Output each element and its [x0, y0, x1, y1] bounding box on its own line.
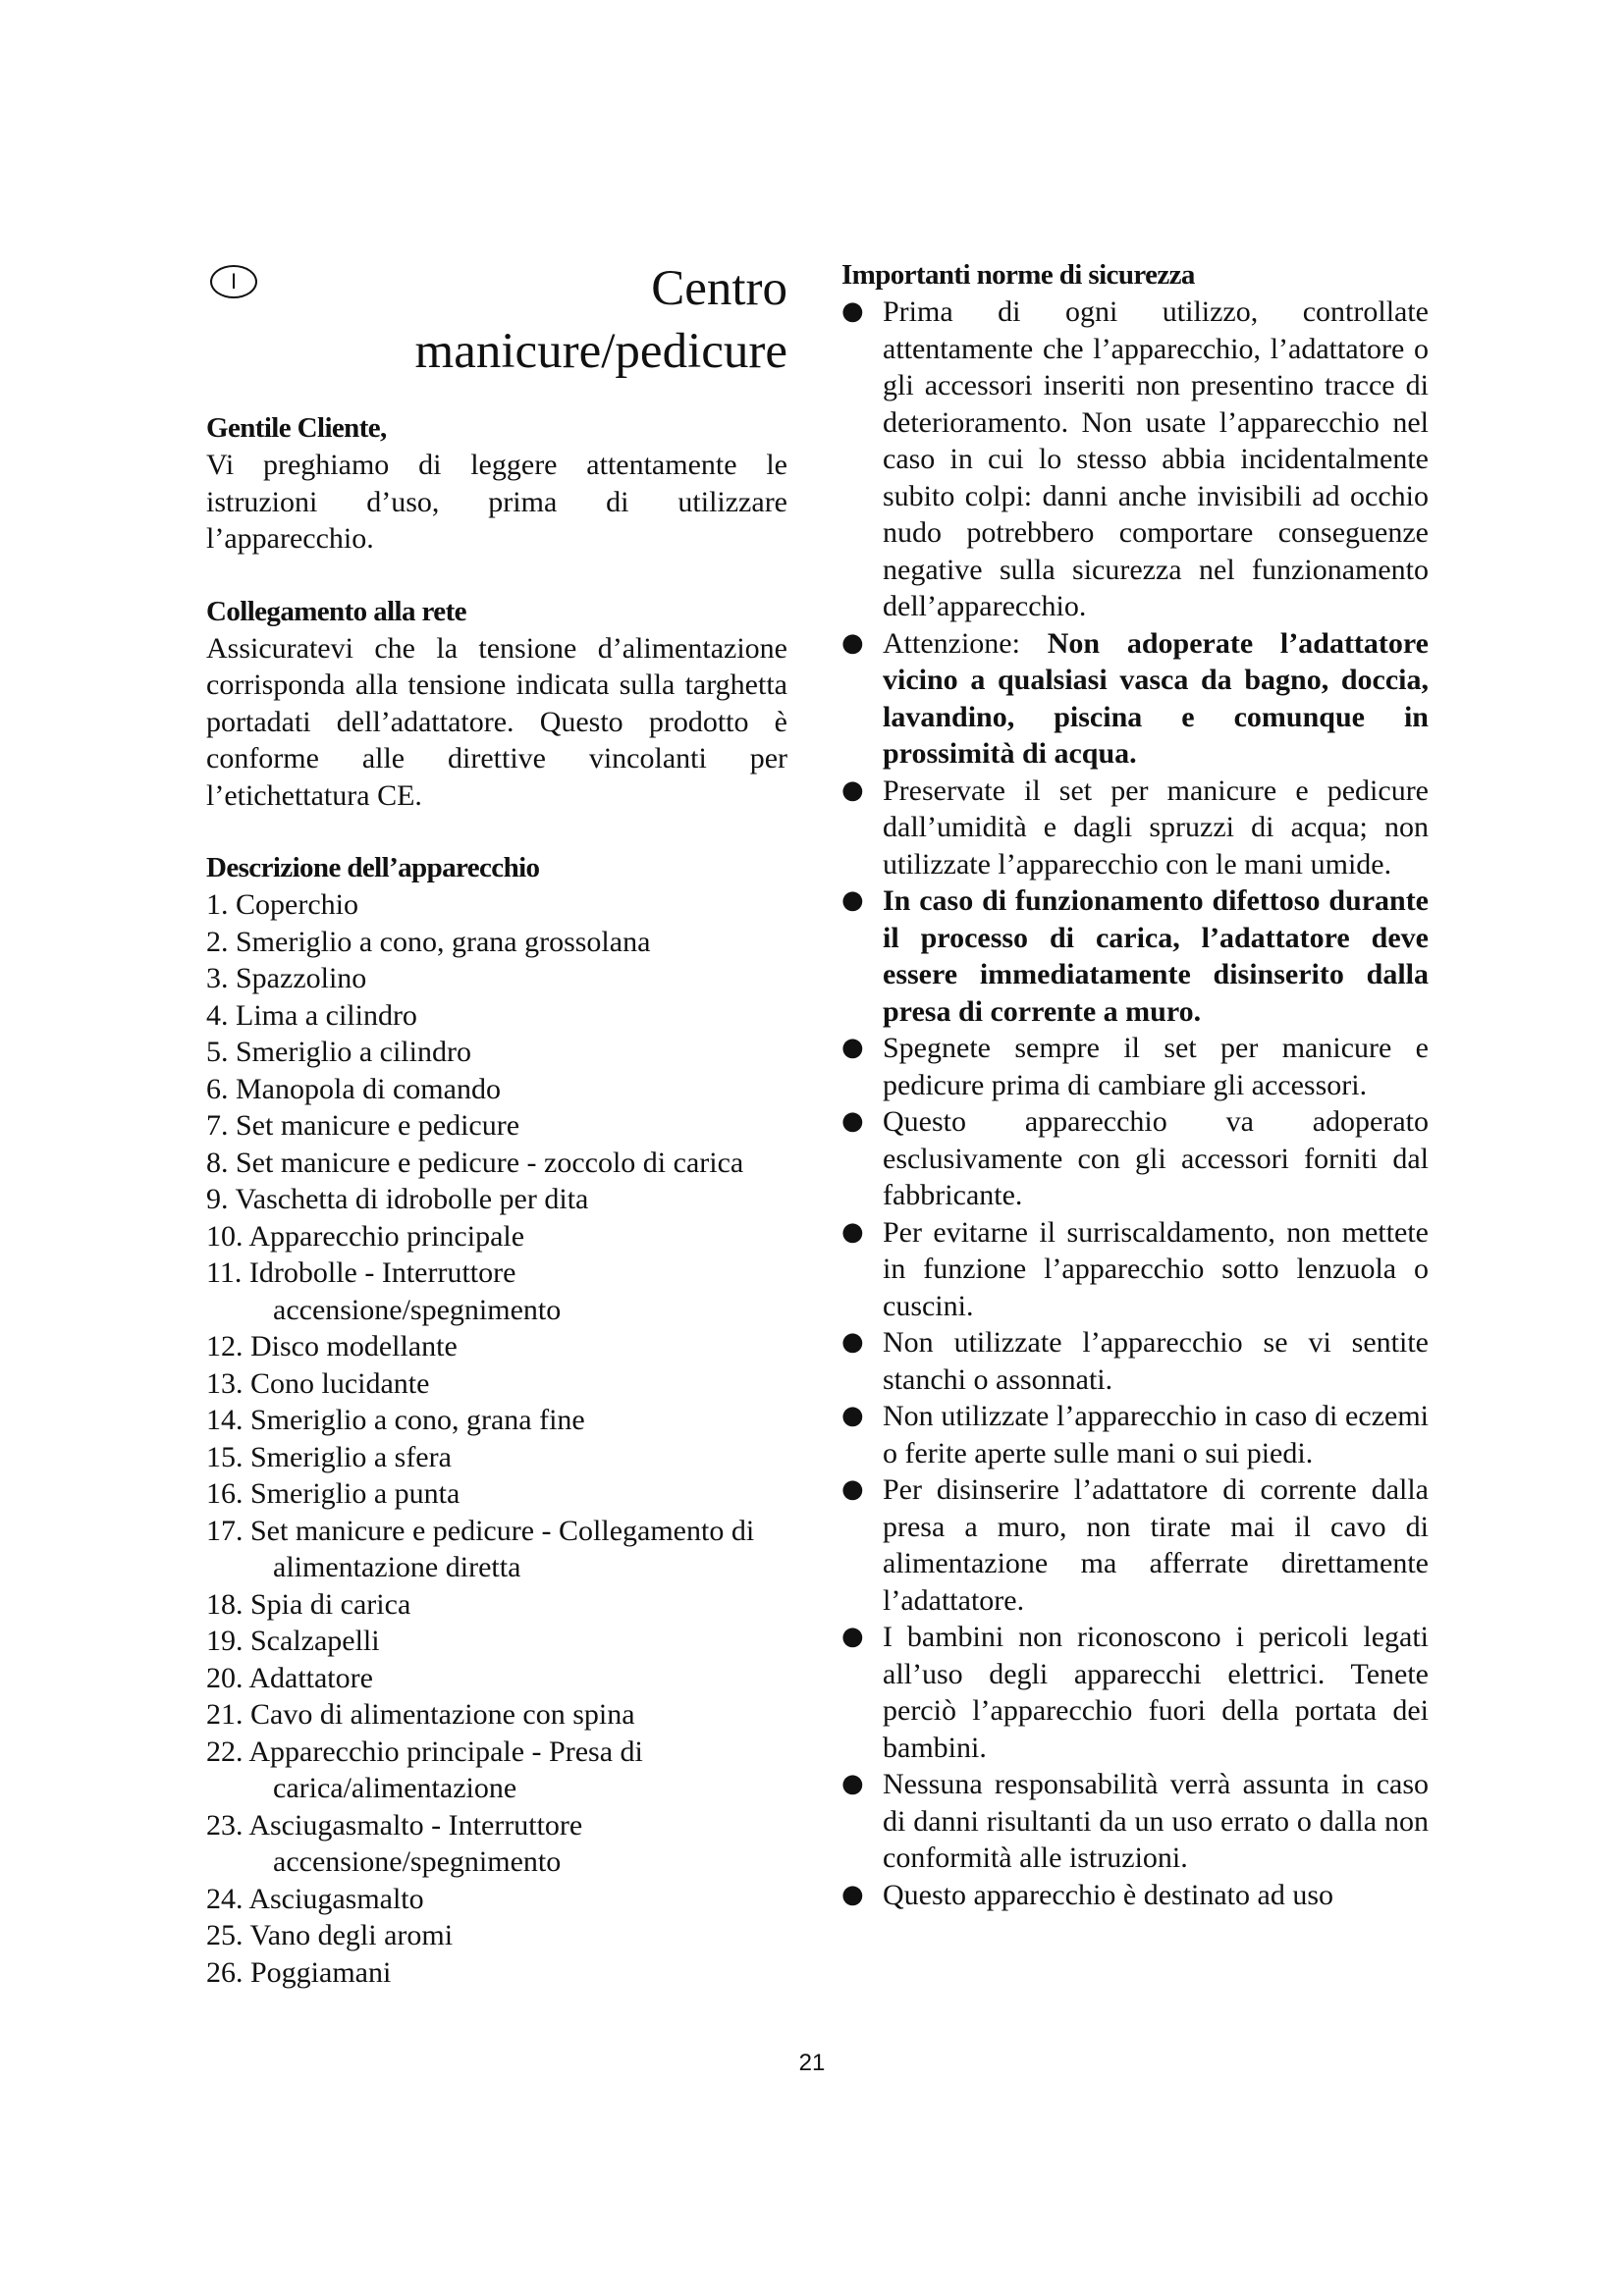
bullet-icon: ● — [841, 1474, 864, 1504]
list-item: 8. Set manicure e pedicure - zoccolo di carica — [206, 1146, 744, 1179]
rule-text: Attenzione: — [883, 626, 1048, 660]
rule-text: Preservate il set per manicure e pedicure dall’umidità e dagli spruzzi di acqua; non utilizzate l’apparecchio con le mani umide. — [883, 774, 1429, 881]
safety-heading: Importanti norme di sicurezza — [841, 259, 1195, 291]
bullet-icon: ● — [841, 885, 864, 915]
rule-text: I bambini non riconoscono i pericoli legati all’uso degli apparecchi elettrici. Tenete perciò l’apparecchio fuori della portata dei bambini. — [883, 1621, 1429, 1764]
bullet-icon: ● — [841, 296, 864, 326]
list-item: 19. Scalzapelli — [206, 1625, 380, 1657]
safety-rule — [841, 1766, 1429, 1877]
rule-text: Per evitarne il surriscaldamento, non mettete in funzione l’apparecchio sotto lenzuola o cuscini. — [883, 1215, 1429, 1322]
rule-bold-text: Non adoperate l’adattatore vicino a qualsiasi vasca da bagno, doccia, lavandino, piscina e comunque in prossimità di acqua. — [883, 626, 1430, 770]
rule-text: Nessuna responsabilità verrà assunta in caso di danni risultanti da un uso errato o dalla non conformità alle istruzioni. — [883, 1768, 1429, 1874]
list-item: 21. Cavo di alimentazione con spina — [206, 1698, 635, 1731]
list-item: 2. Smeriglio a cono, grana grossolana — [206, 925, 651, 958]
list-item: 10. Apparecchio principale — [206, 1219, 525, 1253]
safety-rule — [841, 882, 1429, 1030]
connection-text: Assicuratevi che la tensione d’alimentazione corrisponda alla tensione indicata sulla targhetta portadati dell’adattatore. Questo prodotto è conforme alle direttive vincolanti per l’etichettatura CE. — [206, 631, 787, 812]
safety-rule — [841, 1398, 1429, 1471]
safety-rule — [841, 1103, 1429, 1214]
list-item: 15. Smeriglio a sfera — [206, 1440, 452, 1473]
safety-rule — [841, 294, 1429, 625]
safety-rule — [841, 1324, 1429, 1398]
list-item: 26. Poggiamani — [206, 1955, 392, 1989]
safety-rule — [841, 773, 1429, 883]
rule-text: Per disinserire l’adattatore di corrente dalla presa a muro, non tirate mai il cavo di alimentazione ma afferrate direttamente l’adattatore. — [883, 1473, 1429, 1617]
bullet-icon: ● — [841, 774, 864, 805]
rule-text: Non utilizzate l’apparecchio in caso di eczemi o ferite aperte sulle mani o sui piedi. — [883, 1400, 1429, 1469]
list-item: 7. Set manicure e pedicure — [206, 1109, 520, 1142]
safety-rules-list — [841, 294, 1429, 1913]
list-item: 6. Manopola di comando — [206, 1072, 501, 1105]
bullet-icon: ● — [841, 1106, 864, 1136]
greeting-heading: Gentile Cliente, — [206, 412, 387, 444]
list-item: 14. Smeriglio a cono, grana fine — [206, 1404, 585, 1436]
list-item: 25. Vano degli aromi — [206, 1919, 454, 1951]
title-line-2: manicure/pedicure — [414, 324, 787, 379]
bullet-icon: ● — [841, 1033, 864, 1062]
bullet-icon: ● — [841, 1769, 864, 1798]
list-item: 16. Smeriglio a punta — [206, 1477, 460, 1510]
description-heading: Descrizione dell’apparecchio — [206, 852, 540, 883]
safety-rule — [841, 625, 1429, 773]
list-item: 18. Spia di carica — [206, 1587, 411, 1621]
right-column — [841, 257, 1429, 1913]
bullet-icon: ● — [841, 1401, 864, 1430]
rule-bold-text: In caso di funzionamento difettoso durante il processo di carica, l’adattatore deve essere immediatamente disinserito dalla presa di corrente a muro. — [883, 884, 1429, 1028]
list-item: 12. Disco modellante — [206, 1330, 458, 1362]
safety-rule — [841, 1619, 1429, 1766]
list-item: 3. Spazzolino — [206, 962, 367, 994]
rule-text: Spegnete sempre il set per manicure e pedicure prima di cambiare gli accessori. — [883, 1032, 1429, 1101]
list-item: 9. Vaschetta di idrobolle per dita — [206, 1183, 589, 1215]
rule-text: Non utilizzate l’apparecchio se vi sentite stanchi o assonnati. — [883, 1326, 1429, 1396]
list-item: 20. Adattatore — [206, 1661, 373, 1694]
greeting-text: Vi preghiamo di leggere attentamente le istruzioni d’uso, prima di utilizzare l’apparecchio. — [206, 449, 787, 555]
safety-rule — [841, 1030, 1429, 1103]
list-item: 13. Cono lucidante — [206, 1366, 430, 1400]
bullet-icon: ● — [841, 1216, 864, 1247]
list-item: 1. Coperchio — [206, 888, 358, 921]
rule-text: Questo apparecchio va adoperato esclusivamente con gli accessori forniti dal fabbricante. — [883, 1105, 1429, 1211]
list-item: 17. Set manicure e pedicure - Collegamento di alimentazione diretta — [206, 1514, 755, 1583]
list-item: 22. Apparecchio principale - Presa di carica/alimentazione — [206, 1735, 643, 1804]
page-title — [415, 257, 787, 383]
connection-heading: Collegamento alla rete — [206, 595, 466, 627]
bullet-icon: ● — [841, 627, 864, 658]
bullet-icon: ● — [841, 1879, 864, 1909]
language-badge: I — [210, 265, 257, 298]
list-item: 4. Lima a cilindro — [206, 998, 417, 1032]
page-number: 21 — [798, 2050, 826, 2076]
safety-rule — [841, 1877, 1429, 1914]
parts-list — [206, 886, 787, 1991]
safety-rule — [841, 1471, 1429, 1619]
bullet-icon: ● — [841, 1327, 864, 1357]
list-item: 11. Idrobolle - Interruttore accensione/spegnimento — [206, 1256, 562, 1326]
safety-rule — [841, 1214, 1429, 1325]
list-item: 5. Smeriglio a cilindro — [206, 1036, 471, 1068]
page-header — [206, 257, 787, 383]
rule-text: Questo apparecchio è destinato ad uso — [883, 1878, 1334, 1911]
list-item: 23. Asciugasmalto - Interruttore accensione/spegnimento — [206, 1808, 583, 1878]
title-line-1: Centro — [651, 261, 787, 316]
rule-text: Prima di ogni utilizzo, controllate attentamente che l’apparecchio, l’adattatore o gli accessori inseriti non presentino tracce di deterioramento. Non usate l’apparecchio nel caso in cui lo stesso abbia incidentalmente subito colpi: danni anche invisibili ad occhio nudo potrebbero comportare conseguenze negative sulla sicurezza nel funzionamento dell’apparecchio. — [883, 295, 1429, 622]
list-item: 24. Asciugasmalto — [206, 1882, 424, 1915]
bullet-icon: ● — [841, 1622, 864, 1651]
left-column — [206, 257, 787, 1991]
